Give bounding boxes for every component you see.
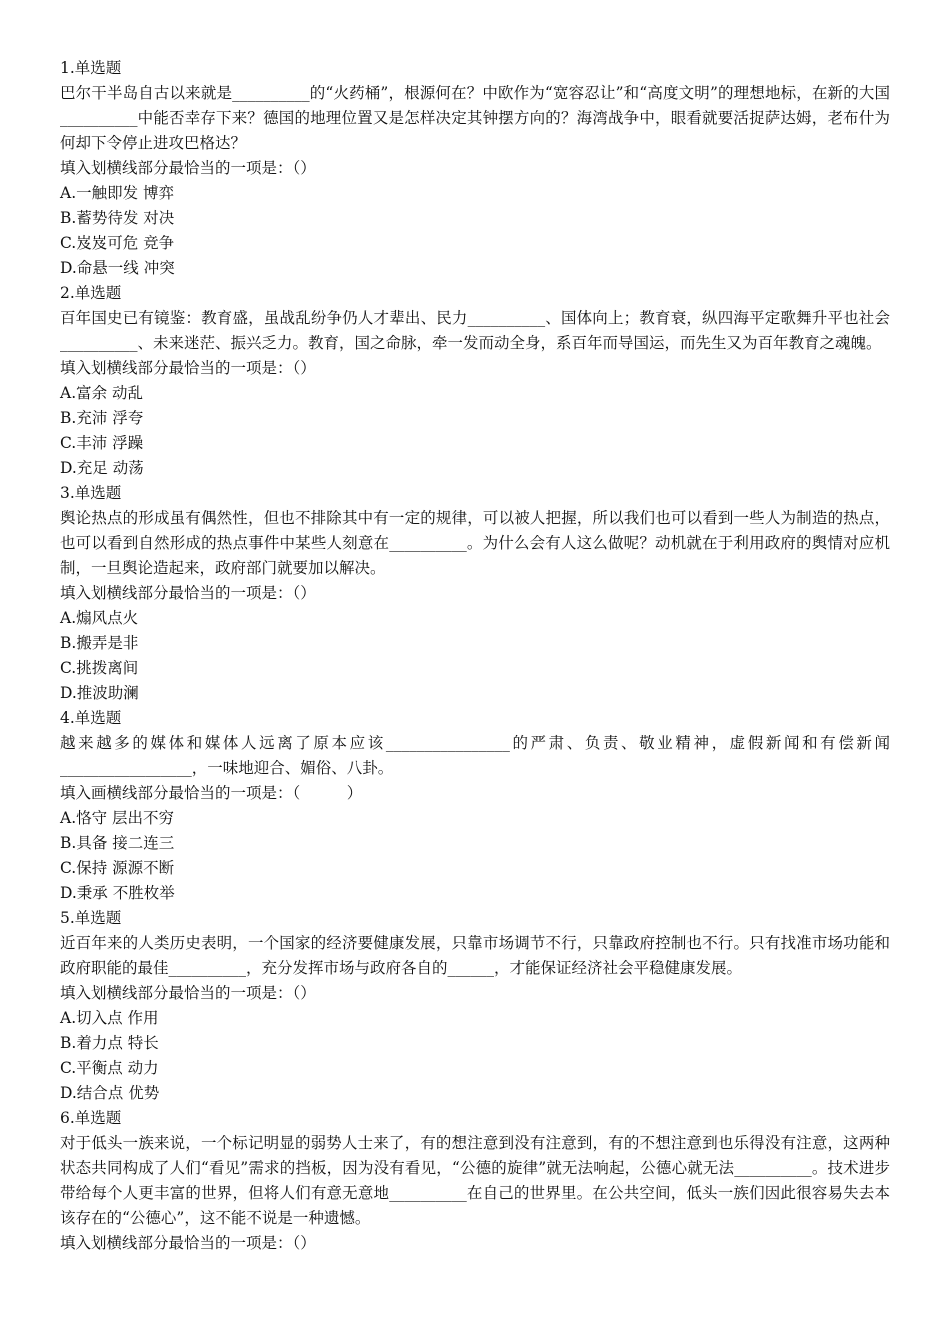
question-2 (60, 281, 890, 481)
option-d: D.命悬一线 冲突 (60, 259, 175, 277)
question-5 (60, 906, 890, 1106)
question-passage: 百年国史已有镜鉴：教育盛，虽战乱纷争仍人才辈出、民力__________、国体向上；教育衰，纵四海平定歌舞升平也社会__________、未来迷茫、振兴乏力。教育，国之命脉，牵一发而动全身，系百年而导国运，而先生又为百年教育之魂魄。 (60, 309, 890, 352)
question-4 (60, 706, 890, 906)
option-c: C.平衡点 动力 (60, 1059, 159, 1077)
option-a: A.恪守 层出不穷 (60, 809, 175, 827)
question-passage: 对于低头一族来说，一个标记明显的弱势人士来了，有的想注意到没有注意到，有的不想注意到也乐得没有注意，这两种状态共同构成了人们“看见”需求的挡板，因为没有看见，“公德的旋律”就无法响起，公德心就无法__________。技术进步带给每个人更丰富的世界，但将人们有意无意地__________在自己的世界里。在公共空间，低头一族们因此很容易失去本该存在的“公德心”，这不能不说是一种遗憾。 (60, 1134, 890, 1227)
question-6 (60, 1106, 890, 1256)
question-header: 6.单选题 (60, 1109, 122, 1127)
question-3 (60, 481, 890, 706)
option-d: D.充足 动荡 (60, 459, 144, 477)
option-c: C.岌岌可危 竞争 (60, 234, 175, 252)
question-passage: 越来越多的媒体和媒体人远离了原本应该________________的严肃、负责、敬业精神，虚假新闻和有偿新闻_________________，一味地迎合、媚俗、八卦。 (60, 734, 890, 777)
question-passage: 舆论热点的形成虽有偶然性，但也不排除其中有一定的规律，可以被人把握，所以我们也可以看到一些人为制造的热点，也可以看到自然形成的热点事件中某些人刻意在__________。为什么会有人这么做呢？动机就在于利用政府的舆情对应机制，一旦舆论造起来，政府部门就要加以解决。 (60, 509, 890, 577)
option-b: B.具备 接二连三 (60, 834, 175, 852)
question-passage: 近百年来的人类历史表明，一个国家的经济要健康发展，只靠市场调节不行，只靠政府控制也不行。只有找准市场功能和政府职能的最佳__________，充分发挥市场与政府各自的______，才能保证经济社会平稳健康发展。 (60, 934, 890, 977)
option-a: A.一触即发 博弈 (60, 184, 175, 202)
question-prompt: 填入画横线部分最恰当的一项是：（ ） (60, 784, 363, 802)
question-prompt: 填入划横线部分最恰当的一项是：（） (60, 159, 316, 177)
option-d: D.推波助澜 (60, 684, 139, 702)
question-prompt: 填入划横线部分最恰当的一项是：（） (60, 1234, 316, 1252)
question-prompt: 填入划横线部分最恰当的一项是：（） (60, 359, 316, 377)
option-a: A.切入点 作用 (60, 1009, 159, 1027)
question-header: 4.单选题 (60, 709, 122, 727)
option-c: C.挑拨离间 (60, 659, 139, 677)
option-a: A.煽风点火 (60, 609, 139, 627)
question-header: 3.单选题 (60, 484, 122, 502)
question-1 (60, 56, 890, 281)
option-d: D.秉承 不胜枚举 (60, 884, 175, 902)
question-header: 5.单选题 (60, 909, 122, 927)
option-d: D.结合点 优势 (60, 1084, 160, 1102)
option-c: C.保持 源源不断 (60, 859, 175, 877)
option-b: B.蓄势待发 对决 (60, 209, 175, 227)
option-a: A.富余 动乱 (60, 384, 144, 402)
question-prompt: 填入划横线部分最恰当的一项是：（） (60, 984, 316, 1002)
question-passage: 巴尔干半岛自古以来就是__________的“火药桶”，根源何在？中欧作为“宽容忍让”和“高度文明”的理想地标，在新的大国__________中能否幸存下来？德国的地理位置又是怎样决定其钟摆方向的？海湾战争中，眼看就要活捉萨达姆，老布什为何却下令停止进攻巴格达？ (60, 84, 890, 152)
option-b: B.充沛 浮夸 (60, 409, 144, 427)
question-header: 2.单选题 (60, 284, 122, 302)
question-prompt: 填入划横线部分最恰当的一项是：（） (60, 584, 316, 602)
option-b: B.搬弄是非 (60, 634, 139, 652)
question-header: 1.单选题 (60, 59, 122, 77)
option-c: C.丰沛 浮躁 (60, 434, 144, 452)
option-b: B.着力点 特长 (60, 1034, 159, 1052)
